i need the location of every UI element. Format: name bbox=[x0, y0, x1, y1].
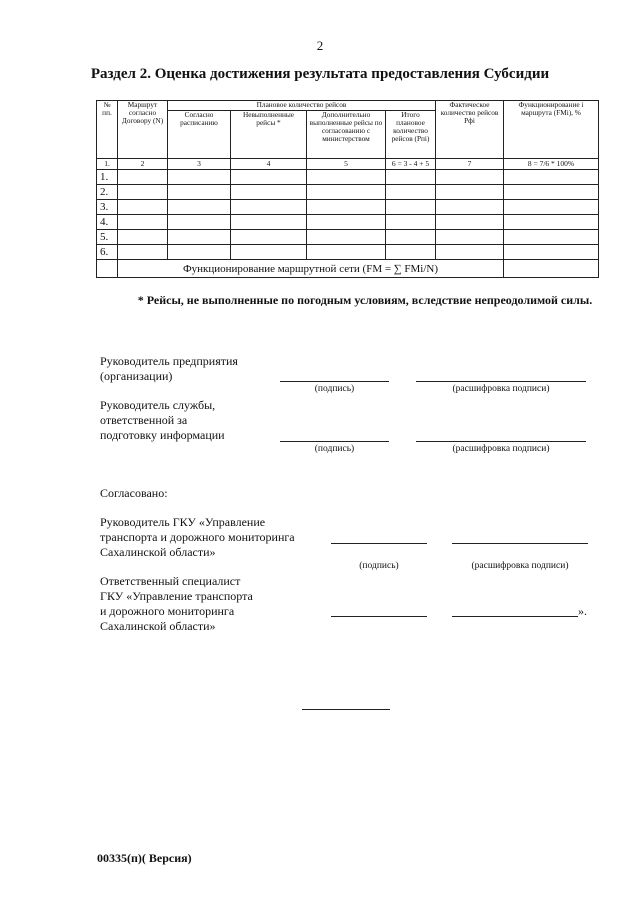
table-cell bbox=[118, 230, 168, 245]
table-row bbox=[97, 200, 599, 215]
subsidy-assessment-table bbox=[96, 100, 599, 278]
column-number: 5 bbox=[307, 159, 386, 170]
signature-caption: (подпись) bbox=[314, 384, 355, 394]
head-label-line1: Руководитель предприятия bbox=[100, 354, 238, 368]
table-row bbox=[97, 245, 599, 260]
header-no: № пп. bbox=[97, 101, 118, 159]
row-number: 2. bbox=[97, 185, 118, 200]
table-cell bbox=[118, 215, 168, 230]
service-signature-line bbox=[280, 441, 389, 442]
service-decode-line bbox=[416, 441, 586, 442]
table-cell bbox=[231, 215, 307, 230]
footer-empty-cell bbox=[97, 260, 118, 278]
table-cell bbox=[504, 170, 599, 185]
row-number: 5. bbox=[97, 230, 118, 245]
table-cell bbox=[231, 185, 307, 200]
table-cell bbox=[386, 230, 436, 245]
footer-value-cell bbox=[504, 260, 599, 278]
document-version-code: 00335(п)( Версия) bbox=[97, 851, 192, 865]
column-number: 7 bbox=[436, 159, 504, 170]
head-signature-line bbox=[280, 381, 389, 382]
table-cell bbox=[118, 170, 168, 185]
table-cell bbox=[307, 170, 386, 185]
header-functioning: Функционирование i маршрута (FMi), % bbox=[504, 101, 599, 159]
gku-label-line3: Сахалинской области» bbox=[100, 545, 216, 559]
specialist-signature-line bbox=[331, 616, 427, 617]
decode-caption: (расшифровка подписи) bbox=[471, 561, 569, 571]
table-cell bbox=[231, 200, 307, 215]
column-number: 6 = 3 - 4 + 5 bbox=[386, 159, 436, 170]
header-additional: Дополнительно выполненные рейсы по согласованию с министерством bbox=[307, 111, 386, 159]
gku-label-line2: транспорта и дорожного мониторинга bbox=[100, 530, 295, 544]
header-total: Итого плановое количество рейсов (Pпi) bbox=[386, 111, 436, 159]
table-cell bbox=[436, 215, 504, 230]
table-cell bbox=[231, 230, 307, 245]
specialist-label-line3: и дорожного мониторинга bbox=[100, 604, 235, 618]
footnote: * Рейсы, не выполненные по погодным условиям, вследствие непреодолимой силы. bbox=[137, 293, 593, 307]
table-cell bbox=[436, 200, 504, 215]
service-label-line1: Руководитель службы, bbox=[100, 398, 216, 412]
table-cell bbox=[386, 200, 436, 215]
table-cell bbox=[231, 170, 307, 185]
column-number: 4 bbox=[231, 159, 307, 170]
table-cell bbox=[504, 200, 599, 215]
gku-decode-line bbox=[452, 543, 588, 544]
head-label-line2: (организации) bbox=[100, 369, 173, 383]
table-cell bbox=[118, 200, 168, 215]
head-decode-line bbox=[416, 381, 586, 382]
row-number: 4. bbox=[97, 215, 118, 230]
bottom-separator-line bbox=[302, 709, 390, 710]
table-cell bbox=[168, 230, 231, 245]
service-label-line3: подготовку информации bbox=[100, 428, 225, 442]
table-cell bbox=[118, 185, 168, 200]
header-planned-group: Плановое количество рейсов bbox=[168, 101, 436, 111]
table-cell bbox=[386, 170, 436, 185]
table-cell bbox=[386, 245, 436, 260]
column-number: 2 bbox=[118, 159, 168, 170]
column-number: 3 bbox=[168, 159, 231, 170]
table-row bbox=[97, 185, 599, 200]
table-cell bbox=[307, 245, 386, 260]
closing-quote: ». bbox=[578, 604, 587, 618]
network-functioning-row: Функционирование маршрутной сети (FM = ∑ FMi/N) bbox=[118, 260, 504, 278]
table-row bbox=[97, 230, 599, 245]
table-cell bbox=[231, 245, 307, 260]
decode-caption: (расшифровка подписи) bbox=[452, 444, 550, 454]
header-route: Маршрут согласно Договору (N) bbox=[118, 101, 168, 159]
row-number: 3. bbox=[97, 200, 118, 215]
table-cell bbox=[307, 200, 386, 215]
header-actual: Фактическое количество рейсов Рфi bbox=[436, 101, 504, 159]
table-cell bbox=[307, 185, 386, 200]
table-cell bbox=[118, 245, 168, 260]
table-row bbox=[97, 215, 599, 230]
table-cell bbox=[436, 185, 504, 200]
table-cell bbox=[386, 185, 436, 200]
signature-caption: (подпись) bbox=[359, 561, 399, 571]
table-cell bbox=[307, 230, 386, 245]
specialist-label-line4: Сахалинской области» bbox=[100, 619, 216, 633]
table-cell bbox=[168, 245, 231, 260]
column-number: 8 = 7/6 * 100% bbox=[504, 159, 599, 170]
specialist-decode-line bbox=[452, 616, 578, 617]
table-cell bbox=[504, 185, 599, 200]
header-schedule: Согласно расписанию bbox=[168, 111, 231, 159]
decode-caption: (расшифровка подписи) bbox=[452, 384, 550, 394]
section-title: Раздел 2. Оценка достижения результата предоставления Субсидии bbox=[90, 66, 550, 82]
gku-label-line1: Руководитель ГКУ «Управление bbox=[100, 515, 266, 529]
row-number: 1. bbox=[97, 170, 118, 185]
table-cell bbox=[386, 215, 436, 230]
gku-signature-line bbox=[331, 543, 427, 544]
table-cell bbox=[168, 170, 231, 185]
specialist-label-line1: Ответственный специалист bbox=[100, 574, 241, 588]
row-number: 6. bbox=[97, 245, 118, 260]
table-cell bbox=[168, 200, 231, 215]
page-number: 2 bbox=[316, 38, 324, 53]
table-cell bbox=[504, 230, 599, 245]
table-row bbox=[97, 170, 599, 185]
signature-caption: (подпись) bbox=[314, 444, 355, 454]
table-cell bbox=[504, 215, 599, 230]
table-cell bbox=[436, 245, 504, 260]
table-cell bbox=[307, 215, 386, 230]
table-cell bbox=[504, 245, 599, 260]
table-cell bbox=[436, 230, 504, 245]
table-cell bbox=[436, 170, 504, 185]
header-unfulfilled: Невыполненные рейсы * bbox=[231, 111, 307, 159]
table-cell bbox=[168, 215, 231, 230]
table-cell bbox=[168, 185, 231, 200]
specialist-label-line2: ГКУ «Управление транспорта bbox=[100, 589, 253, 603]
service-label-line2: ответственной за bbox=[100, 413, 188, 427]
agreed-label: Согласовано: bbox=[100, 486, 168, 500]
column-number: 1. bbox=[97, 159, 118, 170]
